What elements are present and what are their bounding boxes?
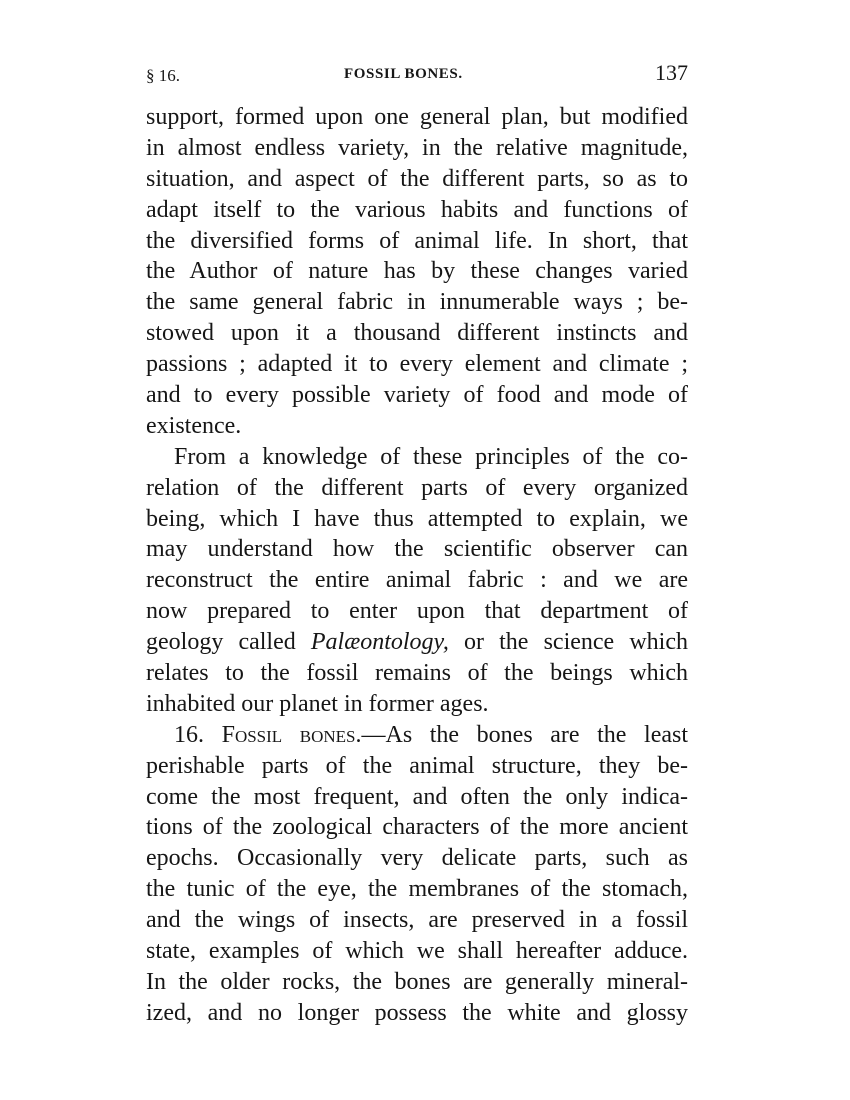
text-fragment: or the science which [448,629,688,656]
text-line: and the wings of insects, are preserved in a fossil [146,907,688,934]
text-line: support, formed upon one general plan, but modified [146,104,688,130]
text-line: adapt itself to the various habits and functions of [146,196,688,223]
text-line: state, examples of which we shall hereafter adduce. [146,938,688,965]
text-line: the Author of nature has by these changes varied [146,258,688,285]
text-line: the tunic of the eye, the membranes of the stomach, [146,876,688,903]
text-line: the diversified forms of animal life. In short, that [146,227,688,254]
page-number: 137 [655,60,688,85]
running-title: FOSSIL BONES. [344,66,463,82]
text-line: epochs. Occasionally very delicate parts, such as [146,845,688,872]
text-line: passions ; adapted it to every element and climate ; [146,351,688,378]
text-line: and to every possible variety of food and mode of [146,382,688,409]
text-line: existence. [146,412,242,439]
text-line: reconstruct the entire animal fabric : and we are [146,567,688,594]
text-line: situation, and aspect of the different parts, so as to [146,165,688,192]
text-line: now prepared to enter upon that department of [146,598,688,625]
section-marker: § 16. [146,66,180,85]
text-line: come the most frequent, and often the only indica- [146,783,688,810]
text-line: stowed upon it a thousand different instincts and [146,320,688,347]
text-line: in almost endless variety, in the relative magnitude, [146,134,688,161]
text-line: inhabited our planet in former ages. [146,690,489,717]
text-line: the same general fabric in innumerable ways ; be- [146,289,688,316]
running-header [146,60,688,90]
body-text [146,102,688,1029]
section-heading-line [146,720,688,751]
text-fragment: —As the bones are the least [361,721,689,748]
text-line: In the older rocks, the bones are generally mineral- [146,968,688,995]
text-line: From a knowledge of these principles of the co- [174,443,688,470]
text-line: relation of the different parts of every organized [146,474,688,501]
text-line: ized, and no longer possess the white and glossy [146,999,688,1026]
text-fragment: geology called [146,629,311,656]
italic-term: Palæontology, [310,629,449,656]
text-line: relates to the fossil remains of the beings which [146,660,688,687]
section-heading: Fossil bones. [221,721,362,748]
text-line: tions of the zoological characters of the more ancient [146,814,688,841]
text-line: perishable parts of the animal structure, they be- [146,752,688,779]
section-number: 16. [174,721,222,748]
text-line: being, which I have thus attempted to explain, we [146,505,688,532]
text-line: may understand how the scientific observer can [146,536,688,563]
text-line-palaeontology [146,627,688,658]
